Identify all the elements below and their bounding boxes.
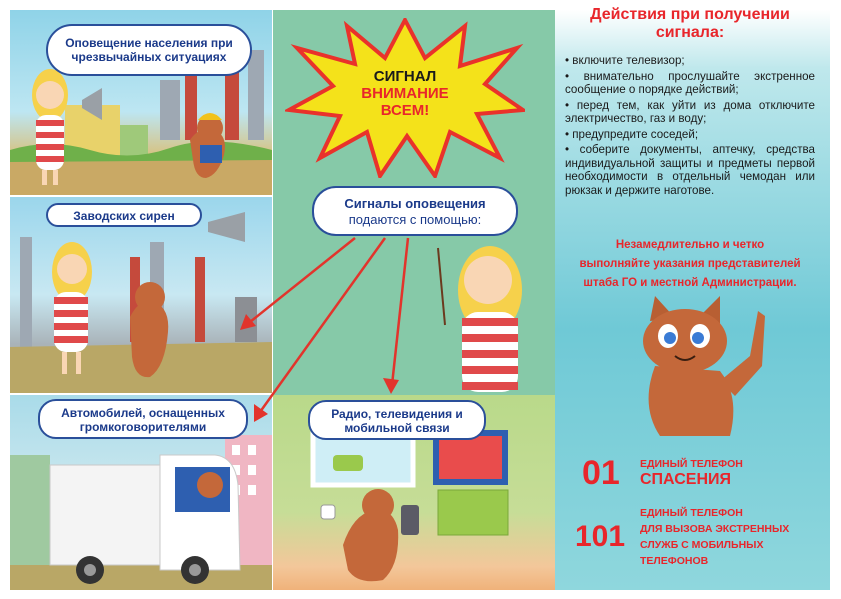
signals-bubble-line2: подаются с помощью:: [348, 212, 482, 227]
instructions-note: [565, 236, 815, 293]
phone2-label-line1: ЕДИНЫЙ ТЕЛЕФОН: [640, 507, 743, 519]
phone2-label-line3: СЛУЖБ С МОБИЛЬНЫХ: [640, 539, 764, 551]
phone2-number: 101: [575, 520, 626, 553]
phone1-label-line1: ЕДИНЫЙ ТЕЛЕФОН: [640, 458, 743, 470]
list-item: • внимательно прослушайте экстренное сообщение о порядке действий;: [565, 70, 815, 97]
arrowhead-radio: [383, 378, 399, 394]
bubble-text: Автомобилей, оснащенных громкоговорителями: [61, 406, 225, 434]
list-item: • соберите документы, аптечку, средства индивидуальной защиты и предметы первой необходимости в отдельный чемодан или рюкзак и держите наготове.: [565, 143, 815, 197]
pointer-stick: [438, 248, 445, 325]
cat-illustration: [620, 296, 770, 441]
list-item: • включите телевизор;: [565, 54, 815, 68]
note-line1: Незамедлительно и четко: [615, 239, 765, 251]
phone2-label-line4: ТЕЛЕФОНОВ: [640, 555, 709, 567]
list-item: • перед тем, как уйти из дома отключите электричество, газ и воду;: [565, 99, 815, 126]
bubble-text: Радио, телевидения и мобильной связи: [331, 407, 463, 435]
list-item: • предупредите соседей;: [565, 128, 815, 142]
actions-title: [565, 6, 815, 42]
burst-line-attention: ВНИМАНИЕ: [361, 85, 449, 102]
phone2-label: [640, 505, 789, 569]
phone1-label: [640, 458, 743, 489]
actions-title-line2: сигнала:: [655, 24, 725, 41]
actions-title-line1: Действия при получении: [590, 6, 790, 23]
arrowhead-sirens: [240, 314, 256, 330]
burst-line-all: ВСЕМ!: [380, 102, 430, 119]
note-line3: штаба ГО и местной Администрации.: [583, 277, 797, 289]
bubble-text: Оповещение населения при чрезвычайных ситуациях: [65, 36, 233, 64]
arrowhead-cars: [254, 404, 268, 422]
phone2-label-line2: ДЛЯ ВЫЗОВА ЭКСТРЕННЫХ: [640, 523, 790, 535]
burst-line-signal: СИГНАЛ: [373, 68, 437, 85]
phone1-number: 01: [582, 454, 620, 492]
phone1-label-line2: СПАСЕНИЯ: [640, 471, 731, 488]
bubble-text: Заводских сирен: [73, 209, 175, 223]
actions-list: [565, 54, 815, 197]
note-line2: выполняйте указания представителей: [579, 258, 801, 270]
arrow-to-radio: [392, 238, 408, 385]
signals-bubble-line1: Сигналы оповещения: [344, 196, 486, 211]
arrow-to-sirens: [250, 238, 355, 322]
